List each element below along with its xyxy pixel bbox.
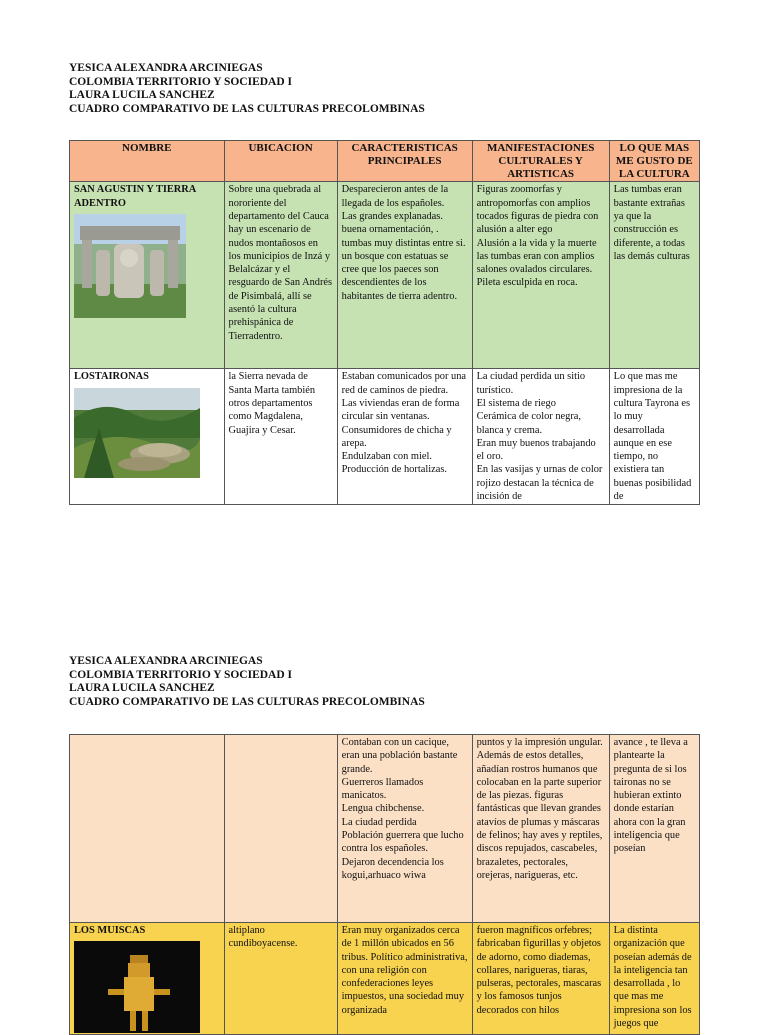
- table-row: [70, 923, 700, 1035]
- culture-name-cell: [70, 923, 225, 1035]
- comparison-table-2: [69, 734, 700, 1035]
- table-header-row: [70, 141, 700, 182]
- header-teacher: LAURA LUCILA SANCHEZ: [69, 89, 215, 102]
- gusto-cell: avance , te lleva a plantearte la pregunta de si los taironas no se hubieran extinto donde estarían ahora con la gran inteligencia que poseían: [609, 735, 699, 923]
- caracteristicas-cell: [337, 735, 472, 923]
- text-line: Estaban comunicados por una red de caminos de piedra.: [341, 371, 467, 396]
- comparison-table-1: [69, 140, 700, 505]
- table-row: [70, 369, 700, 505]
- text-line: Contaban con un cacique, eran una población bastante grande.: [341, 737, 458, 775]
- header-title: CUADRO COMPARATIVO DE LAS CULTURAS PRECOLOMBINAS: [69, 102, 425, 115]
- ubicacion-cell: Sobre una quebrada al nororiente del departamento del Cauca hay un escenario de nudos montañosos en los municipios de Inzá y Belalcázar y el resguardo de San Andrés de Pisimbalá, allí se asentó la cultura prehispánica de Tierradentro.: [224, 182, 337, 369]
- culture-name-cell: [70, 182, 225, 369]
- text-line: Dejaron decendencia los kogui,arhuaco wiwa: [341, 856, 444, 881]
- header-course: COLOMBIA TERRITORIO Y SOCIEDAD I: [69, 75, 293, 88]
- ubicacion-cell: altiplano cundiboyacense.: [224, 923, 337, 1035]
- text-line: Eran muy buenos trabajando el oro.: [476, 437, 596, 463]
- col-header-manifestaciones: MANIFESTACIONES CULTURALES Y ARTISTICAS: [472, 141, 609, 182]
- culture-name-cell: [70, 735, 225, 923]
- text-line: un bosque con estatuas se cree que los paeces son descendientes de los habitantes de tierra adentro.: [341, 250, 458, 302]
- manifestaciones-cell: puntos y la impresión ungular. Además de estos detalles, añadían rostros humanos que colocaban en la parte superior de las piezas. figuras fantásticas que llevan grandes atavíos de plumas y máscaras de felinos; hay aves y reptiles, discos repujados, cascabeles, brazaletes, pectorales, orejeras, narigueras, etc.: [472, 735, 609, 923]
- gusto-cell: Las tumbas eran bastante extrañas ya que la construcción es diferente, a todas las demás culturas: [609, 182, 699, 369]
- text-line: Figuras zoomorfas y antropomorfas con amplios tocados figuras de piedra con alusión a alter ego: [476, 184, 599, 236]
- gusto-cell: La distinta organización que poseían además de la inteligencia tan desarrollada , lo que mas me impresiona son los juegos que: [609, 923, 699, 1035]
- table-row: [70, 735, 700, 923]
- text-line: Cerámica de color negra, blanca y crema.: [476, 411, 582, 436]
- ubicacion-cell: [224, 735, 337, 923]
- ciudad-perdida-photo: [74, 388, 200, 478]
- header-student-name: YESICA ALEXANDRA ARCINIEGAS: [69, 655, 263, 667]
- manifestaciones-cell: [472, 369, 609, 505]
- text-line: Población guerrera que lucho contra los españoles.: [341, 830, 464, 855]
- text-line: Desparecieron antes de la llegada de los españoles.: [341, 184, 449, 209]
- ubicacion-cell: la Sierra nevada de Santa Marta también otros departamentos como Magdalena, Guajira y Cesar.: [224, 369, 337, 505]
- col-header-caracteristicas: CARACTERISTICAS PRINCIPALES: [337, 141, 472, 182]
- text-line: Las viviendas eran de forma circular sin ventanas.: [341, 397, 460, 423]
- golden-figure-photo: [74, 941, 200, 1033]
- manifestaciones-cell: [472, 182, 609, 369]
- col-header-gusto: LO QUE MAS ME GUSTO DE LA CULTURA: [609, 141, 699, 182]
- col-header-nombre: NOMBRE: [70, 141, 225, 182]
- text-line: Producción de hortalizas.: [341, 464, 447, 476]
- text-line: las tumbas eran con amplios salones ovalados circulares.: [476, 250, 595, 276]
- text-line: Alusión a la vida y la muerte: [476, 237, 597, 249]
- manifestaciones-cell: fueron magníficos orfebres; fabricaban figurillas y objetos de adorno, como diademas, collares, narigueras, tiaras, pulseras, pectorales, mascaras y los famosos tunjos decorados con hilos: [472, 923, 609, 1035]
- text-line: En las vasijas y urnas de color rojizo destacan la técnica de incisión de: [476, 464, 603, 503]
- text-line: Endulzaban con miel.: [341, 451, 432, 463]
- text-line: La ciudad perdida un sitio turístico.: [476, 371, 586, 396]
- caracteristicas-cell: Eran muy organizados cerca de 1 millón ubicados en 56 tribus. Político administrativa, con una religión con confederaciones leyes impuestos, una sociedad muy organizada: [337, 923, 472, 1035]
- header-student-name: YESICA ALEXANDRA ARCINIEGAS: [69, 62, 263, 74]
- stone-statues-photo: [74, 214, 186, 318]
- header-course: COLOMBIA TERRITORIO Y SOCIEDAD I: [69, 668, 293, 681]
- text-line: Guerreros llamados manicatos.: [341, 776, 424, 802]
- text-line: El sistema de riego: [476, 397, 556, 409]
- culture-name: LOSTAIRONAS: [74, 371, 149, 383]
- text-line: La ciudad perdida: [341, 816, 417, 828]
- text-line: Lengua chibchense.: [341, 803, 425, 815]
- table-row: [70, 182, 700, 369]
- page-header-1: [69, 62, 425, 116]
- culture-name-cell: [70, 369, 225, 505]
- col-header-ubicacion: UBICACION: [224, 141, 337, 182]
- text-line: Pileta esculpida en roca.: [476, 277, 578, 289]
- text-line: Consumidores de chicha y arepa.: [341, 424, 452, 449]
- culture-name: SAN AGUSTIN Y TIERRA ADENTRO: [74, 184, 196, 209]
- header-teacher: LAURA LUCILA SANCHEZ: [69, 682, 215, 695]
- header-title: CUADRO COMPARATIVO DE LAS CULTURAS PRECOLOMBINAS: [69, 695, 425, 708]
- page-header-2: [69, 655, 425, 709]
- caracteristicas-cell: [337, 369, 472, 505]
- caracteristicas-cell: [337, 182, 472, 369]
- gusto-cell: Lo que mas me impresiona de la cultura Tayrona es lo muy desarrollada aunque en ese tiempo, no existiera tan buenas posibilidad de: [609, 369, 699, 505]
- text-line: Las grandes explanadas. buena ornamentación, . tumbas muy distintas entre si.: [341, 210, 466, 249]
- culture-name: LOS MUISCAS: [74, 925, 146, 936]
